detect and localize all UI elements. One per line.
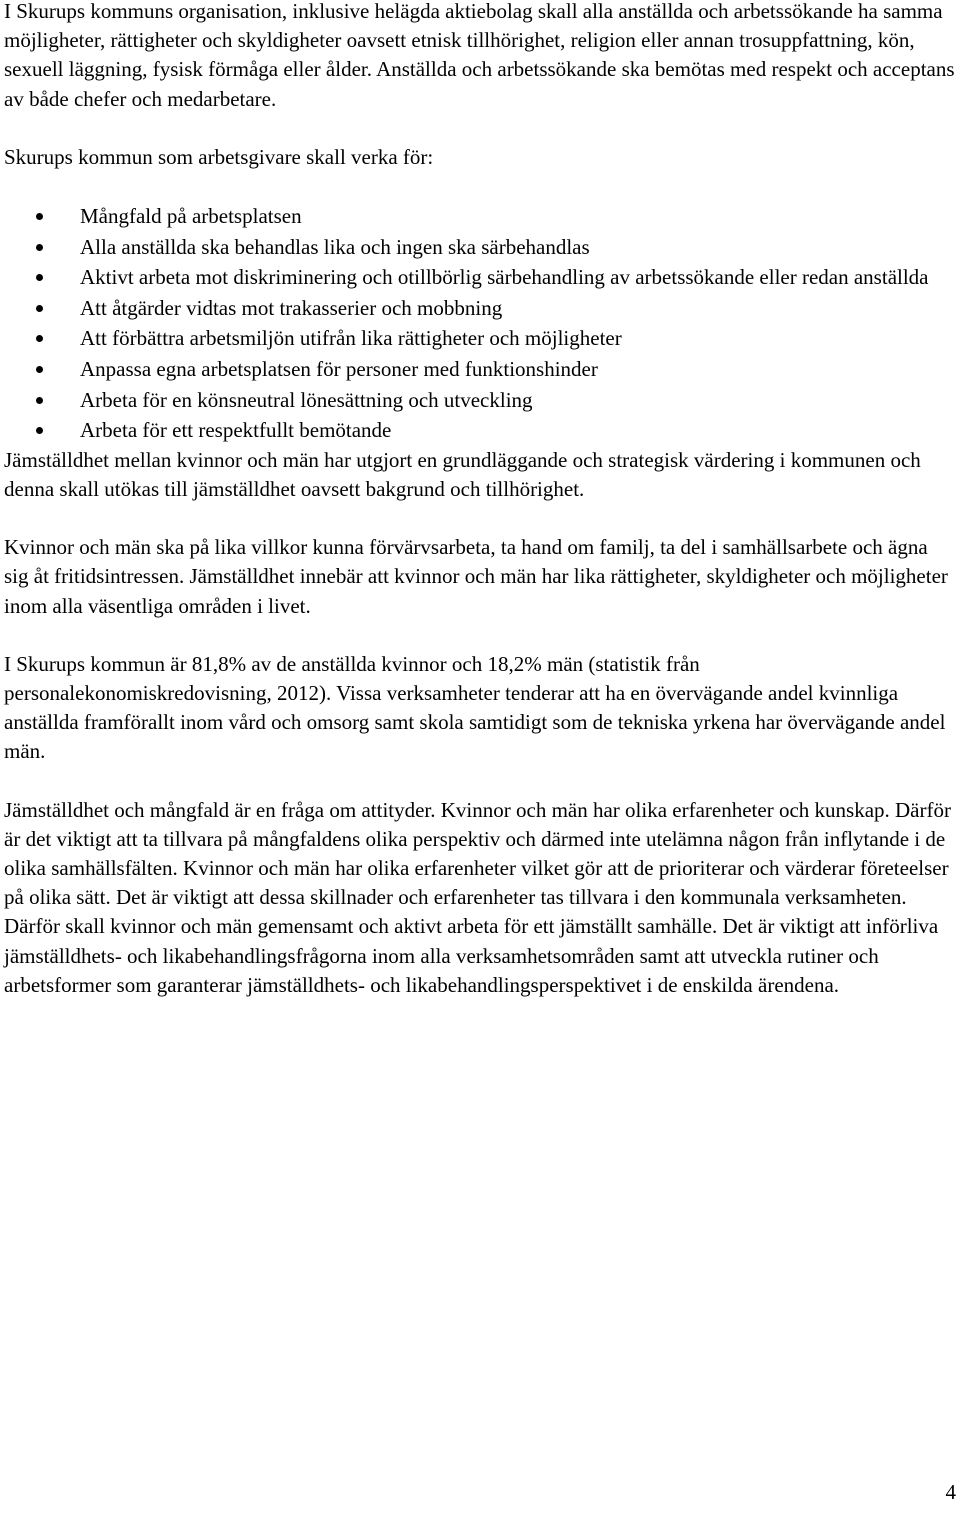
bullet-icon — [36, 274, 43, 281]
paragraph-attitudes: Jämställdhet och mångfald är en fråga om attityder. Kvinnor och män har olika erfarenheter och kunskap. Därför är det viktigt att ta tillvara på mångfaldens olika perspektiv och därmed inte utelämna någon från inflytande i de olika samhällsfälten. Kvinnor och män har olika erfarenheter vilket gör att de prioriterar och värderar företeelser på olika sätt. Det är viktigt att dessa skillnader och erfarenheter tas tillvara i den kommunala verksamheten. Därför skall kvinnor och män gemensamt och aktivt arbeta för ett jämställt samhälle. Det är viktigt att införliva jämställdhets- och likabehandlingsfrågorna inom alla verksamhetsområden samt att utveckla rutiner och arbetsformer som garanterar jämställdhets- och likabehandlingsperspektivet i de enskilda ärendena. — [4, 797, 951, 997]
bullet-icon — [36, 305, 43, 312]
document-page — [4, 0, 956, 1000]
list-item-text: Arbeta för ett respektfullt bemötande — [80, 418, 392, 443]
paragraph-equal-rights: I Skurups kommuns organisation, inklusive helägda aktiebolag skall alla anställda och arbetssökande ha samma möjligheter, rättigheter och skyldigheter oavsett etnisk tillhörighet, religion eller annan trosuppfattning, kön, sexuell läggning, fysisk förmåga eller ålder. Anställda och arbetssökande ska bemötas med respekt och acceptans av både chefer och medarbetare. — [4, 0, 955, 111]
bullet-icon — [36, 366, 43, 373]
list-item — [4, 415, 956, 446]
paragraph-statistics: I Skurups kommun är 81,8% av de anställda kvinnor och 18,2% män (statistik från personalekonomiskredovisning, 2012). Vissa verksamheter tenderar att ha en övervägande andel kvinnliga anställda framförallt inom vård och omsorg samt skola samtidigt som de tekniska yrkena har övervägande andel män. — [4, 651, 946, 764]
list-item-text: Att åtgärder vidtas mot trakasserier och mobbning — [80, 295, 503, 320]
bullet-icon — [36, 213, 43, 220]
list-item-text: Anpassa egna arbetsplatsen för personer med funktionshinder — [80, 356, 598, 381]
list-item — [4, 323, 956, 354]
list-item — [4, 385, 956, 416]
paragraph-equal-terms: Kvinnor och män ska på lika villkor kunna förvärvsarbeta, ta hand om familj, ta del i samhällsarbete och ägna sig åt fritidsintressen. Jämställdhet innebär att kvinnor och män har lika rättigheter, skyldigheter och möjligheter inom alla väsentliga områden i livet. — [4, 535, 948, 618]
paragraph-employer-intro: Skurups kommun som arbetsgivare skall verka för: — [4, 144, 434, 169]
list-item — [4, 262, 956, 293]
bullet-icon — [36, 427, 43, 434]
list-item-text: Alla anställda ska behandlas lika och ingen ska särbehandlas — [80, 234, 590, 259]
bullet-icon — [36, 335, 43, 342]
bullet-icon — [36, 397, 43, 404]
page-number: 4 — [945, 1480, 956, 1504]
paragraph-gender-equality: Jämställdhet mellan kvinnor och män har utgjort en grundläggande och strategisk värdering i kommunen och denna skall utökas till jämställdhet oavsett bakgrund och tillhörighet. — [4, 447, 921, 501]
list-item-text: Arbeta för en könsneutral lönesättning och utveckling — [80, 387, 533, 412]
list-item — [4, 293, 956, 324]
list-item — [4, 354, 956, 385]
list-item-text: Mångfald på arbetsplatsen — [80, 204, 302, 229]
list-item — [4, 232, 956, 263]
list-item-text: Aktivt arbeta mot diskriminering och otillbörlig särbehandling av arbetssökande eller redan anställda — [80, 265, 929, 290]
list-item — [4, 201, 956, 232]
bullet-list — [4, 201, 956, 446]
list-item-text: Att förbättra arbetsmiljön utifrån lika rättigheter och möjligheter — [80, 326, 622, 351]
bullet-icon — [36, 244, 43, 251]
